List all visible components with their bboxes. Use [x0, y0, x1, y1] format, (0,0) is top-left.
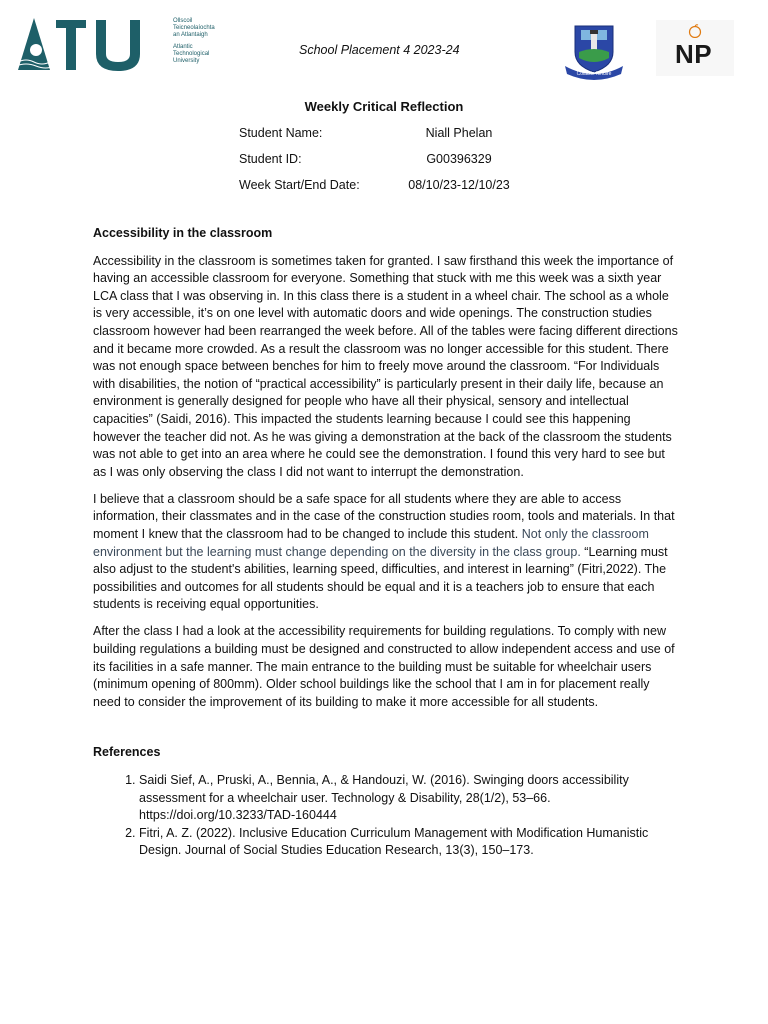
atu-logo: [12, 16, 152, 72]
references-heading: References: [93, 745, 161, 760]
atu-subtitle: Ollscoil Teicneolaíochta an Atlantaigh Atlantic Technological University: [173, 18, 215, 64]
student-name-value: Niall Phelan: [425, 126, 493, 140]
section-heading: Accessibility in the classroom: [93, 226, 273, 240]
paragraph-1: Accessibility in the classroom is sometimes taken for granted. I saw firsthand this week the importance of having an accessible classroom for everyone. Something that stuck with me this week was a sixth year LCA class that I was observing in. In this class there is a student in a wheel chair. The school as a whole is very accessible, it’s on one level with automatic doors and wide openings. The construction studies classroom however had been rearranged the week before. All of the tables were facing different directions and it became more crowded. As a result the classroom was no longer accessible for this student. There was not enough space between benches for him to freely move around the classroom. “For Individuals with disabilities, the notion of “practical accessibility” is particularly present in their daily life, because an environment is generally designed for people who have all their physical, sensory and intellectual capacities” (Saidi, 2016). This impacted the students learning because I could see this happening however the teacher did not. As he was giving a demonstration at the back of the classroom the students was not able to get into an area where he could see the demonstration. I found this very hard to see but as I was only observing the class I did not want to interrupt the demonstration.: [93, 253, 678, 479]
page-header: [0, 0, 768, 90]
reference-item: 2. Fitri, A. Z. (2022). Inclusive Education Curriculum Management with Modification Humanistic Design. Journal of Social Studies Education Research, 13(3), 150–173.: [139, 825, 678, 860]
student-id-row: [239, 152, 539, 178]
document-body: [93, 225, 678, 860]
paragraph-2: I believe that a classroom should be a safe space for all students where they are able to access information, their classmates and in the case of the construction studies room, tools and materials. In that moment I knew that the classroom had to be changed to include this student. Not only the classroom environment but the learning must change depending on the diversity in the class group. “Learning must also adjust to the student's abilities, learning speed, difficulties, and interest in learning” (Fitri,2022). The possibilities and outcomes for all students should be equal and it is a teachers job to ensure that each students is receiving equal opportunities.: [93, 491, 675, 612]
placement-label: School Placement 4 2023-24: [299, 43, 460, 57]
school-crest-icon: [563, 22, 625, 80]
student-name-label: Student Name:: [239, 126, 323, 140]
apple-icon: [687, 24, 703, 38]
student-info: [239, 126, 539, 204]
student-id-value: G00396329: [426, 152, 492, 166]
references-list: [93, 772, 678, 860]
document-title: Weekly Critical Reflection: [304, 99, 464, 114]
highlighted-sentence: Not only the classroom environment but the learning must change depending on the diversity in the class group.: [93, 527, 649, 559]
week-dates-value: 08/10/23-12/10/23: [408, 178, 510, 192]
reference-item: 1. Saidi Sief, A., Pruski, A., Bennia, A., & Handouzi, W. (2016). Swinging doors accessibility assessment for a wheelchair user. Technology & Disability, 28(1/2), 53–66. https://doi.org/10.3233/TAD-160444: [139, 772, 678, 825]
week-dates-row: [239, 178, 539, 204]
student-id-label: Student ID:: [239, 152, 302, 166]
crest-motto: Coláiste Mhuire: [576, 71, 612, 77]
np-logo-text: NP: [675, 39, 713, 69]
week-dates-label: Week Start/End Date:: [239, 178, 360, 192]
np-logo: [656, 20, 734, 76]
student-name-row: [239, 126, 539, 152]
paragraph-3: After the class I had a look at the accessibility requirements for building regulations. To comply with new building regulations a building must be designed and constructed to allow independent access and use of its facilities in a safe manner. The main entrance to the building must be suitable for wheelchair users (minimum opening of 800mm). Older school buildings like the school that I am in for placement really need to consider the improvement of its building to make it more accessible for all students.: [93, 624, 675, 709]
